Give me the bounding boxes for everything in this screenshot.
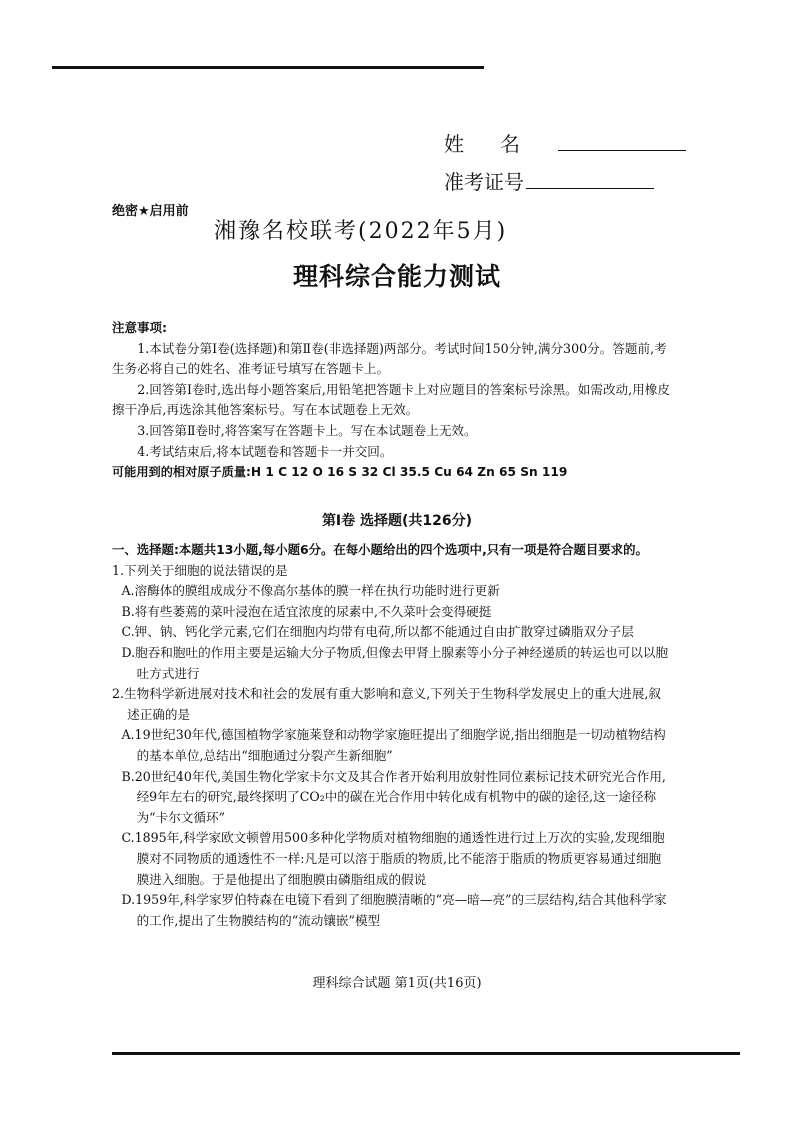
- section-intro: 一、选择题:本题共13小题,每小题6分。在每小题给出的四个选项中,只有一项是符合题目要求的。: [112, 542, 648, 557]
- section-title: 第Ⅰ卷 选择题(共126分): [321, 513, 473, 529]
- question-stem: 2.生物科学新进展对技术和社会的发展有重大影响和意义,下列关于生物科学发展史上的重大进展,叙述正确的是: [112, 686, 661, 722]
- notes-heading: 注意事项:: [112, 320, 167, 335]
- option-a: A.19世纪30年代,德国植物学家施莱登和动物学家施旺提出了细胞学说,指出细胞是一切动植物结构的基本单位,总结出“细胞通过分裂产生新细胞”: [121, 727, 666, 763]
- option-a: A.溶酶体的膜组成成分不像高尔基体的膜一样在执行功能时进行更新: [121, 583, 500, 599]
- note-item: 1.本试卷分第Ⅰ卷(选择题)和第Ⅱ卷(非选择题)两部分。考试时间150分钟,满分300分。答题前,考生务必将自己的姓名、准考证号填写在答题卡上。: [112, 340, 667, 377]
- note-item: 2.回答第Ⅰ卷时,选出每小题答案后,用铅笔把答题卡上对应题目的答案标号涂黑。如需改动,用橡皮擦干净后,再选涂其他答案标号。写在本试题卷上无效。: [112, 381, 670, 418]
- option-c: C.1895年,科学家欧文顿曾用500多种化学物质对植物细胞的通透性进行过上万次的实验,发现细胞膜对不同物质的通透性不一样:凡是可以溶于脂质的物质,比不能溶于脂质的物质更容易通过细胞膜进入细胞。于是他提出了细胞膜由磷脂组成的假说: [121, 830, 665, 887]
- question-1: [112, 561, 672, 685]
- option-b: B.将有些萎蔫的菜叶浸泡在适宜浓度的尿素中,不久菜叶会变得硬挺: [121, 603, 492, 619]
- exam-id-field[interactable]: [444, 170, 654, 194]
- exam-id-blank-line[interactable]: [526, 170, 654, 189]
- name-label: 姓名: [444, 132, 556, 156]
- question-2: [112, 684, 672, 931]
- exam-id-label: 准考证号: [444, 170, 524, 194]
- exam-subtitle: 湘豫名校联考(2022年5月): [214, 219, 508, 244]
- option-c: C.钾、钠、钙化学元素,它们在细胞内均带有电荷,所以都不能通过自由扩散穿过磷脂双分子层: [121, 624, 634, 640]
- question-stem: 1.下列关于细胞的说法错误的是: [112, 562, 288, 578]
- secret-mark: 绝密★启用前: [112, 204, 189, 219]
- atomic-mass-line: 可能用到的相对原子质量:H 1 C 12 O 16 S 32 Cl 35.5 Cu 64 Zn 65 Sn 119: [112, 465, 568, 480]
- exam-title: 理科综合能力测试: [292, 262, 501, 291]
- name-blank-line[interactable]: [558, 132, 686, 151]
- note-item: 3.回答第Ⅱ卷时,将答案写在答题卡上。写在本试题卷上无效。: [137, 422, 477, 438]
- option-d: D.胞吞和胞吐的作用主要是运输大分子物质,但像去甲肾上腺素等小分子神经递质的转运也可以以胞吐方式进行: [121, 644, 669, 681]
- bottom-rule: [112, 1052, 740, 1055]
- option-b: B.20世纪40年代,美国生物化学家卡尔文及其合作者开始利用放射性同位素标记技术研究光合作用,经9年左右的研究,最终探明了CO₂中的碳在光合作用中转化成有机物中的碳的途径,这一途径称为“卡尔文循环”: [121, 768, 666, 825]
- page-footer: 理科综合试题 第1页(共16页): [312, 976, 482, 991]
- name-field[interactable]: [444, 132, 686, 156]
- note-item: 4.考试结束后,将本试题卷和答题卡一并交回。: [137, 443, 393, 459]
- option-d: D.1959年,科学家罗伯特森在电镜下看到了细胞膜清晰的“亮—暗—亮”的三层结构,结合其他科学家的工作,提出了生物膜结构的“流动镶嵌”模型: [121, 892, 667, 928]
- questions-block: [112, 540, 672, 931]
- top-rule: [52, 66, 484, 69]
- notes-block: [112, 318, 672, 483]
